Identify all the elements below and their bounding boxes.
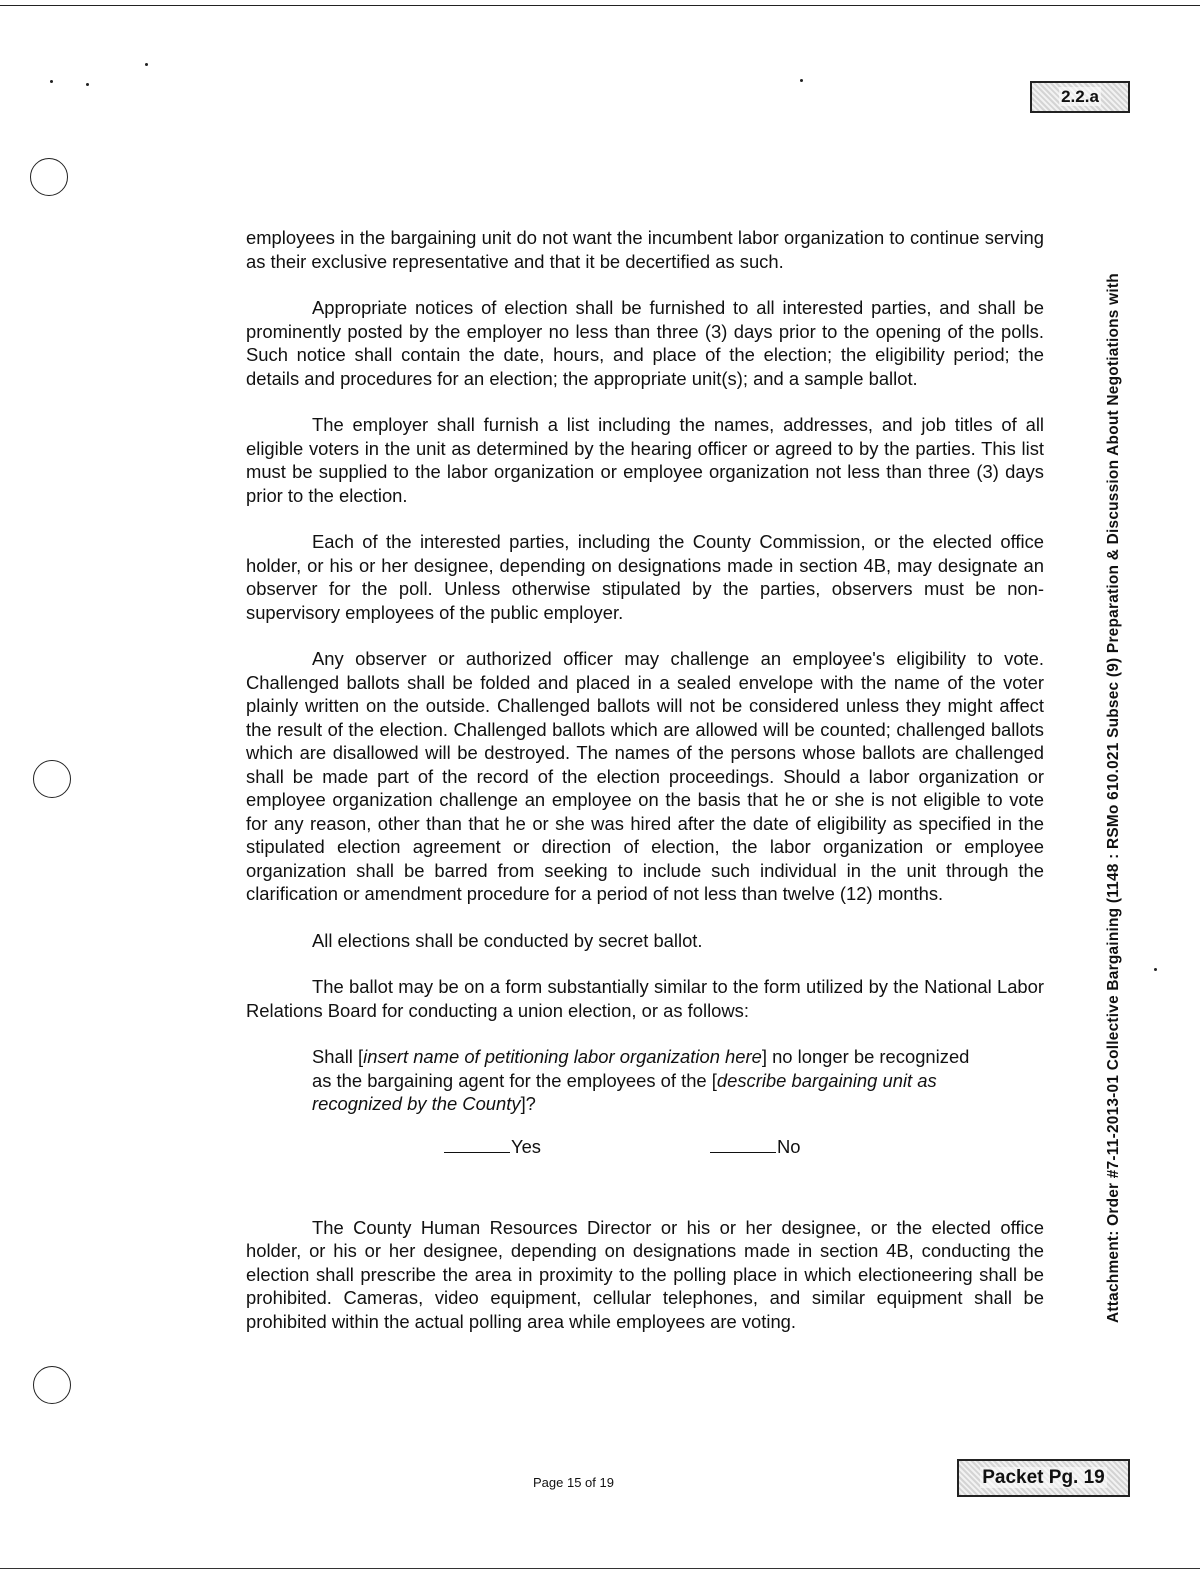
scan-speck bbox=[50, 80, 53, 83]
punch-hole-middle bbox=[33, 760, 71, 798]
no-label: No bbox=[777, 1135, 801, 1157]
scan-speck bbox=[800, 79, 803, 82]
packet-page-badge bbox=[957, 1459, 1130, 1497]
packet-page-label: Packet Pg. 19 bbox=[982, 1467, 1105, 1488]
ballot-text-1: Shall [ bbox=[312, 1046, 364, 1067]
ballot-vote-options bbox=[246, 1134, 1044, 1158]
yes-blank-line bbox=[444, 1134, 510, 1153]
page-number: Page 15 of 19 bbox=[533, 1475, 614, 1490]
section-tag-label: 2.2.a bbox=[1061, 87, 1099, 106]
paragraph-notices: Appropriate notices of election shall be furnished to all interested parties, and shall be prominently posted by the employer no less than three (3) days prior to the opening of the polls. Such notice shall contain the date, hours, and place of the election; the eligibility period; the details and procedures for an election; the appropriate unit(s); and a sample ballot. bbox=[246, 297, 1044, 389]
top-scan-edge bbox=[0, 5, 1200, 6]
scan-speck bbox=[1154, 968, 1157, 971]
paragraph-challenges: Any observer or authorized officer may challenge an employee's eligibility to vote. Challenged ballots shall be folded and placed in a sealed envelope with the name of the voter plainly written on the outside. Challenged ballots will not be considered unless they might affect the result of the election. Challenged ballots which are allowed will be counted; challenged ballots which are disallowed will be destroyed. The names of the persons whose ballots are challenged shall be made part of the record of the election proceedings. Should a labor organization or employee organization challenge an employee on the basis that he or she is not eligible to vote for any reason, other than that he or she was hired after the date of eligibility as specified in the stipulated election agreement or direction of election, the labor organization or employee organization shall be barred from seeking to include such individual in the unit through the clarification or amendment procedure for a period of not less than twelve (12) months. bbox=[246, 648, 1044, 904]
punch-hole-top bbox=[30, 158, 68, 196]
yes-label: Yes bbox=[511, 1135, 542, 1157]
paragraph-secret-ballot: All elections shall be conducted by secret ballot. bbox=[312, 929, 703, 951]
scan-speck bbox=[86, 83, 89, 86]
sample-ballot-question bbox=[312, 1045, 972, 1116]
paragraph-observers: Each of the interested parties, including the County Commission, or the elected office holder, or his or her designee, depending on designations made in section 4B, may designate an observer for the poll. Unless otherwise stipulated by the parties, observers must be non-supervisory employees of the public employer. bbox=[246, 531, 1044, 623]
vote-option-no bbox=[710, 1134, 801, 1159]
paragraph-voter-list: The employer shall furnish a list including the names, addresses, and job titles of all eligible voters in the unit as determined by the hearing officer or agreed to by the parties. This list must be supplied to the labor organization or employee organization not less than three (3) days prior to the election. bbox=[246, 414, 1044, 506]
document-body bbox=[246, 226, 1044, 1356]
paragraph-electioneering: The County Human Resources Director or his or her designee, or the elected office holder, or his or her designee, depending on designations made in section 4B, conducting the election shall prescribe the area in proximity to the polling place in which electioneering shall be prohibited. Cameras, video equipment, cellular telephones, and similar equipment shall be prohibited within the actual polling area while employees are voting. bbox=[246, 1216, 1044, 1332]
section-tag-badge bbox=[1030, 81, 1130, 113]
ballot-text-2: ] no longer be recognized as the bargaining agent for the employees of the [ bbox=[312, 1046, 970, 1091]
vote-option-yes bbox=[444, 1134, 541, 1159]
paragraph-continuation: employees in the bargaining unit do not want the incumbent labor organization to continue serving as their exclusive representative and that it be decertified as such. bbox=[246, 227, 1044, 272]
punch-hole-bottom bbox=[33, 1366, 71, 1404]
ballot-text-3: ]? bbox=[520, 1093, 536, 1114]
ballot-placeholder-unit: describe bargaining unit as recognized by the County bbox=[312, 1069, 937, 1114]
bottom-scan-edge bbox=[0, 1568, 1200, 1569]
ballot-placeholder-organization: insert name of petitioning labor organization here bbox=[363, 1046, 762, 1067]
attachment-sidebar bbox=[1100, 178, 1128, 1418]
paragraph-ballot-form: The ballot may be on a form substantially similar to the form utilized by the National Labor Relations Board for conducting a union election, or as follows: bbox=[246, 976, 1044, 1021]
scan-speck bbox=[145, 63, 148, 66]
no-blank-line bbox=[710, 1134, 776, 1153]
attachment-sidebar-text: Attachment: Order #7-11-2013-01 Collective Bargaining (1148 : RSMo 610.021 Subsec (9) Preparation & Discussion About Negotiations with bbox=[1105, 273, 1122, 1323]
